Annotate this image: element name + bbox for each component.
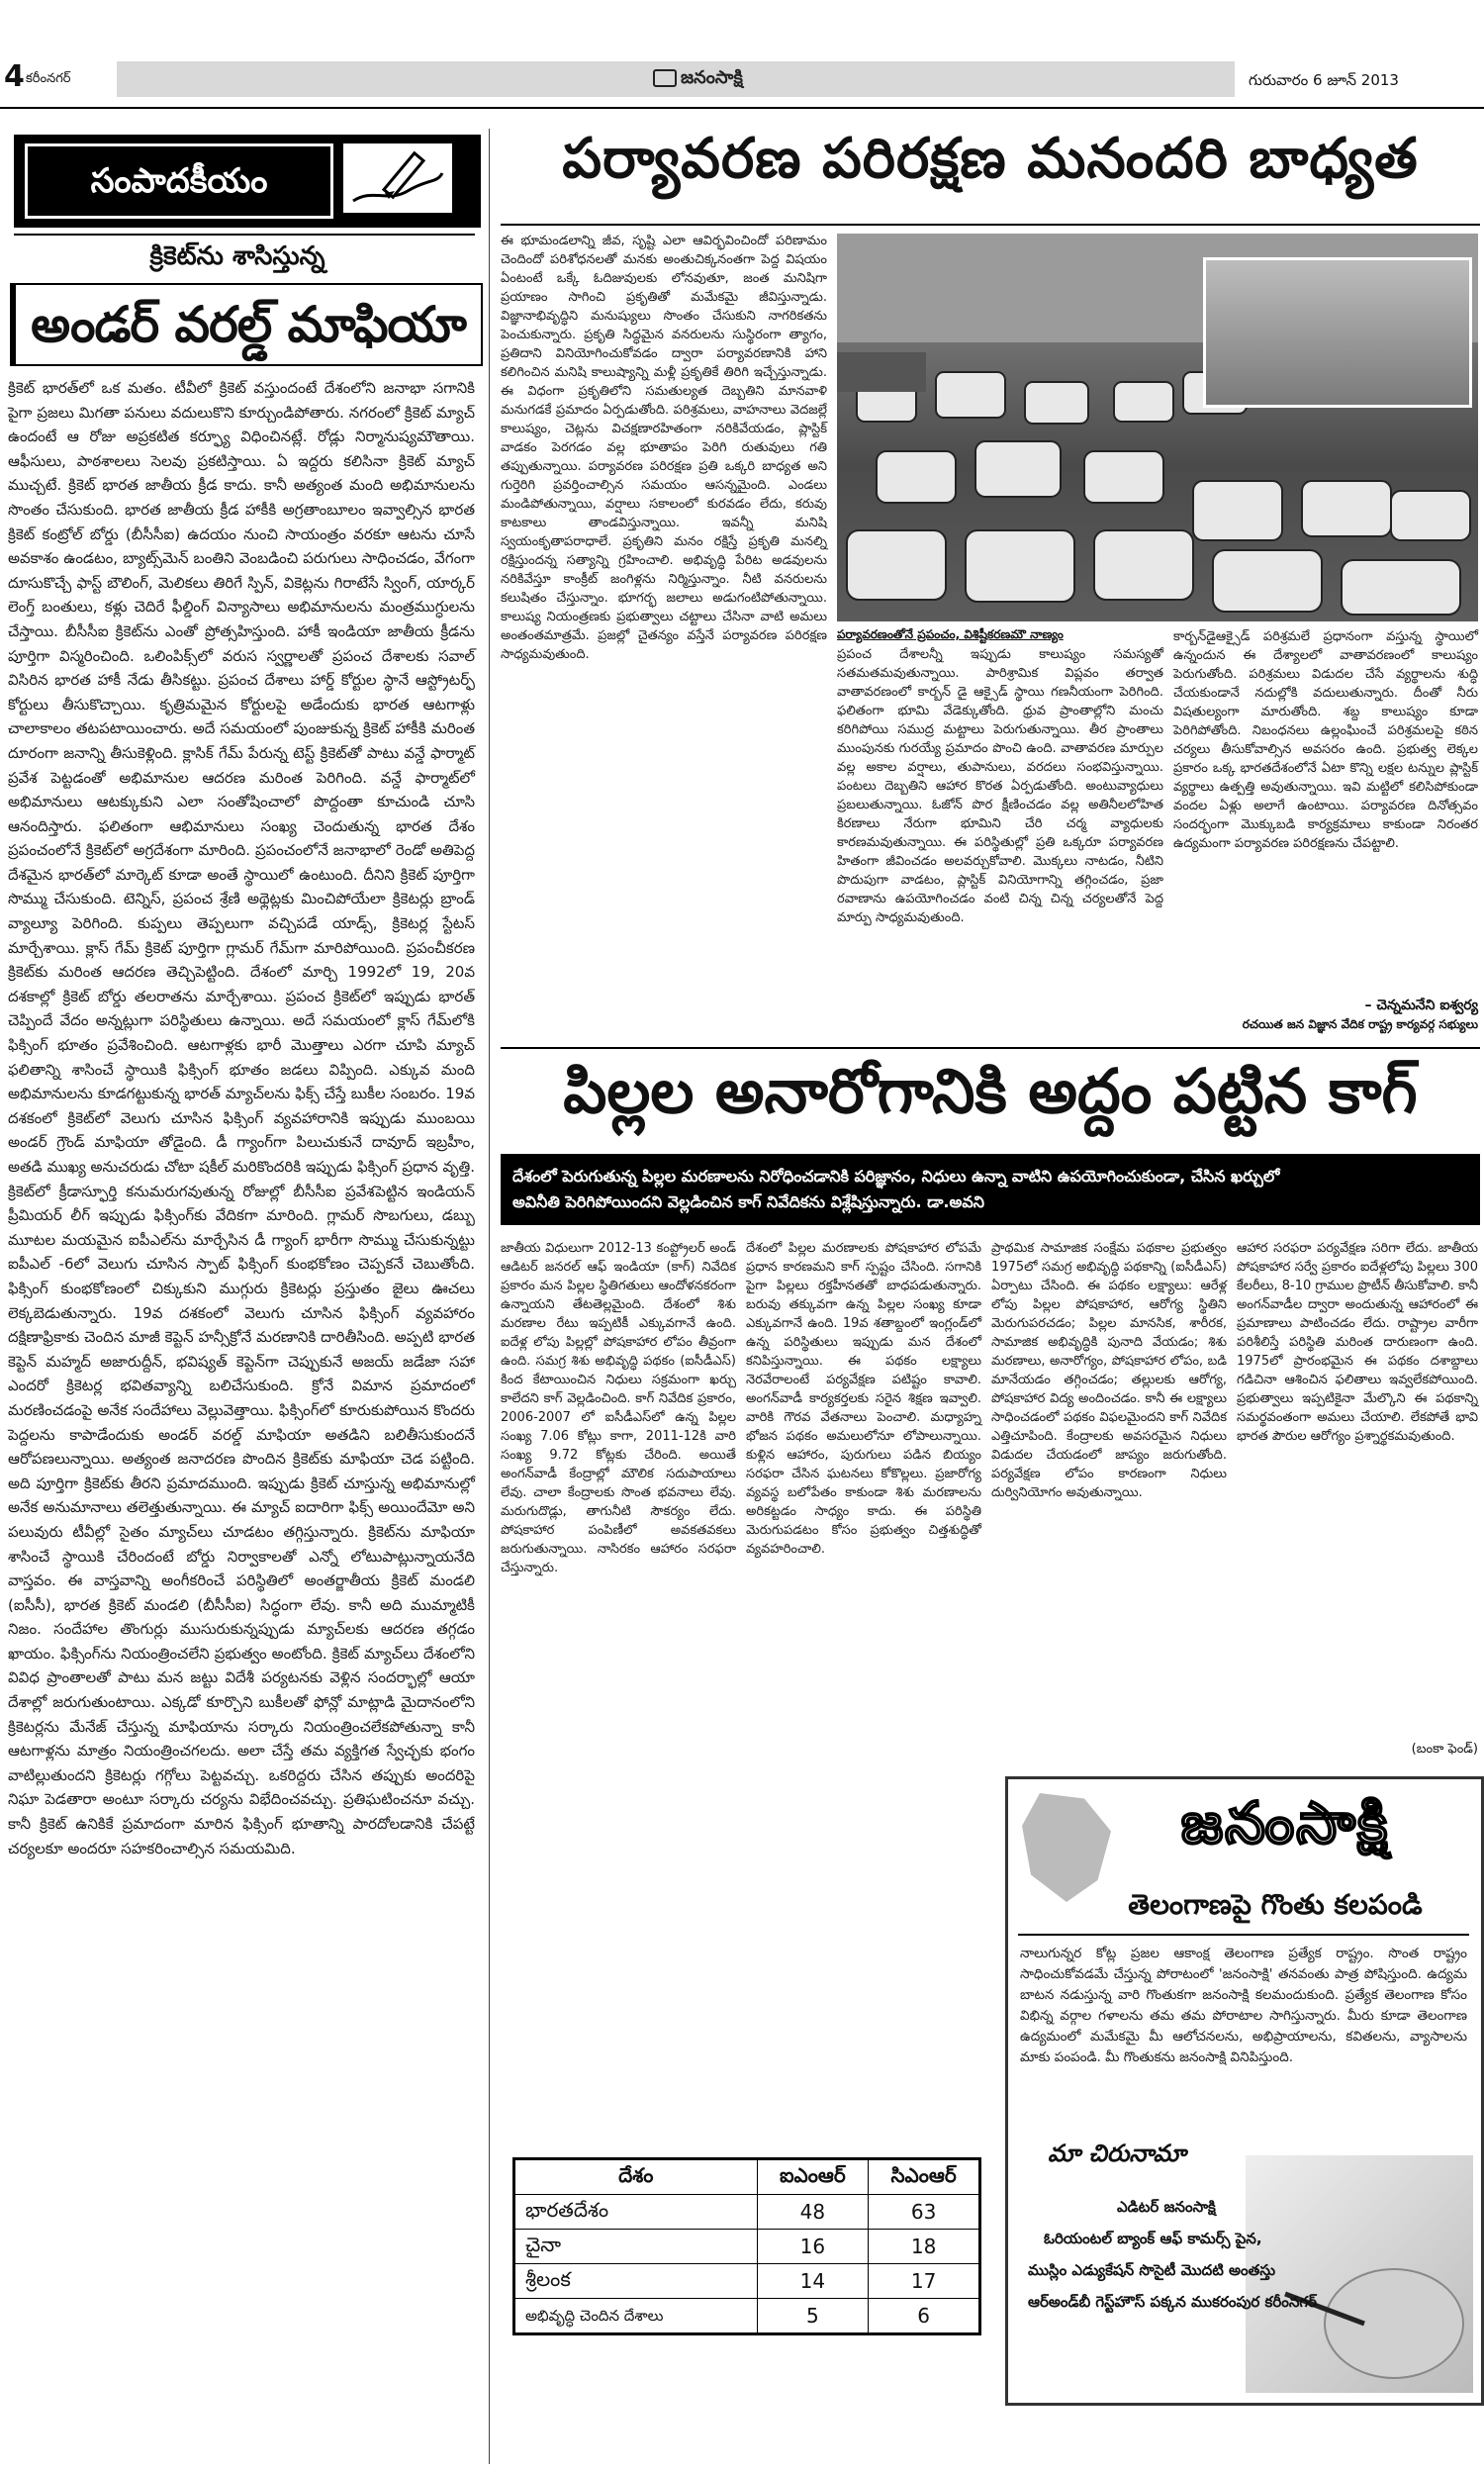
ad-brand: జనంసాక్షి [1180,1789,1390,1856]
ad-tagline: తెలంగాణపై గొంతు కలపండి [1128,1888,1423,1921]
district-name: కరీంనగర్ [26,71,71,86]
table-header-cell: దేశం [515,2160,758,2195]
editorial-kicker-rule [14,234,475,236]
article1-subhead: పర్యావరణంతోనే ప్రపంచం, విశిష్టీకరణమౌ నాణ్యం [837,627,1064,641]
table-header-row [515,2160,979,2195]
article2-author: (బంకా ఫెండ్) [1411,1742,1478,1757]
article1-col3: కార్బన్‌డైఆక్సైడ్ పరిశ్రమలే ప్రధానంగా వస్తున్న స్థాయిలో ఉన్నందున ఈ దేశ్యాలలో వాతావరణంలో కాలుష్యం పెరుగుతోంది. పరిశ్రమలు విడుదల చేసే వ్యర్థాలను శుద్ధి చేయకుండానే నదుల్లోకి వదులుతున్నారు. దీంతో నీరు విషతుల్యంగా మారుతోంది. శబ్ద కాలుష్యం కూడా పెరిగిపోతోంది. నిబంధనలు ఉల్లంఘించే పరిశ్రమలపై కఠిన చర్యలు తీసుకోవాల్సిన అవసరం ఉంది. ప్రభుత్వ లెక్కల ప్రకారం ఒక్క భారతదేశంలోనే ఏటా కొన్ని లక్షల టన్నుల ప్లాస్టిక్ వ్యర్థాలు ఉత్పత్తి అవుతున్నాయి. ఇవి మట్టిలో కలిసిపోకుండా వందల ఏళ్లు అలాగే ఉంటాయి. పర్యావరణ దినోత్సవం సందర్భంగా మొక్కుబడి కార్యక్రమాలు కాకుండా నిరంతర ఉద్యమంగా పర్యావరణ పరిరక్షణను చేపట్టాలి. [1173,629,1478,851]
table-row [515,2195,979,2230]
article1-col2: ప్రపంచ దేశాలన్నీ ఇప్పుడు కాలుష్యం సమస్యతో సతమతమవుతున్నాయి. పారిశ్రామిక విప్లవం తర్వాత వాతావరణంలో కార్బన్ డై ఆక్సైడ్ స్థాయి గణనీయంగా పెరిగింది. ఫలితంగా భూమి వేడెక్కుతోంది. ధ్రువ ప్రాంతాల్లోని మంచు కరిగిపోయి సముద్ర మట్టాలు పెరుగుతున్నాయి. తీర ప్రాంతాలు ముంపునకు గురయ్యే ప్రమాదం పొంచి ఉంది. వాతావరణ మార్పుల వల్ల అకాల వర్షాలు, తుపానులు, వరదలు సంభవిస్తున్నాయి. పంటలు దెబ్బతిని ఆహార కొరత ఏర్పడుతోంది. అంటువ్యాధులు ప్రబలుతున్నాయి. ఓజోన్ పొర క్షీణించడం వల్ల అతినీలలోహిత కిరణాలు నేరుగా భూమిని చేరి చర్మ వ్యాధులకు కారణమవుతున్నాయి. ఈ పరిస్థితుల్లో ప్రతి ఒక్కరూ పర్యావరణ హితంగా జీవించడం అలవర్చుకోవాలి. మొక్కలు నాటడం, నీటిని పొదుపుగా వాడటం, ప్లాస్టిక్ వినియోగాన్ని తగ్గించడం, ప్రజా రవాణాను ఉపయోగించడం వంటి చిన్న చిన్న చర్యలతోనే పెద్ద మార్పు సాధ్యమవుతుంది. [837,647,1163,925]
article2-deck-line2: అవినీతి పెరిగిపోయిందని వెల్లడించిన కాగ్ నివేదికను విశ్లేషిస్తున్నారు. డా.అవని [512,1192,984,1211]
traffic-photo [837,234,1478,621]
ad-body: నాలుగున్నర కోట్ల ప్రజల ఆకాంక్ష తెలంగాణ ప్రత్యేక రాష్ట్రం. సొంత రాష్ట్రం సాధించుకోవడమే చేస్తున్న పోరాటంలో 'జనంసాక్షి' తనవంతు పాత్ర పోషిస్తుంది. ఉద్యమ బాటన నడుస్తున్న వారి గొంతుకగా జనంసాక్షి కలమందుకుంది. ప్రత్యేక తెలంగాణ కోసం విభిన్న వర్గాల గళాలను తమ తమ పోరాటాల సాగిస్తున్నారు. మీరు కూడా తెలంగాణ ఉద్యమంలో మమేకమై మీ ఆలోచనలను, అభిప్రాయాలను, కవితలను, వ్యాసాలను మాకు పంపండి. మీ గొంతుకను జనంసాక్షి వినిపిస్తుంది. [1020,1946,1467,2065]
article2-col1: జాతీయ విధులుగా 2012-13 కంప్ట్రోలర్ అండ్ ఆడిటర్ జనరల్ ఆఫ్ ఇండియా (కాగ్) నివేదిక ప్రకారం మన పిల్లల స్థితిగతులు ఆందోళనకరంగా ఉన్నాయని తేటతెల్లమైంది. దేశంలో శిశు మరణాల రేటు ఇప్పటికీ ఎక్కువగానే ఉంది. ఐదేళ్ల లోపు పిల్లల్లో పోషకాహార లోపం తీవ్రంగా ఉంది. సమగ్ర శిశు అభివృద్ధి పథకం (ఐసీడీఎస్) కింద కేటాయించిన నిధులు సక్రమంగా ఖర్చు కాలేదని కాగ్ వెల్లడించింది. కాగ్ నివేదిక ప్రకారం, 2006-2007 లో ఐసీడీఎస్‌లో ఉన్న పిల్లల సంఖ్య 7.06 కోట్లు కాగా, 2011-12కి వారి సంఖ్య 9.72 కోట్లకు చేరింది. అయితే అంగన్‌వాడీ కేంద్రాల్లో మౌలిక సదుపాయాలు లేవు. చాలా కేంద్రాలకు సొంత భవనాలు లేవు. మరుగుదొడ్లు, తాగునీటి సౌకర్యం లేదు. పోషకాహార పంపిణీలో అవకతవకలు జరుగుతున్నాయి. నాసిరకం ఆహారం సరఫరా చేస్తున్నారు. [501,1241,736,1575]
table-cell-country: భారతదేశం [515,2195,758,2230]
editorial-label-box [14,135,481,228]
table-cell-country: శ్రీలంక [515,2264,758,2299]
ad-address-line: ఆర్అండ్‌బీ గెస్ట్‌హౌస్ పక్కన ముకరంపుర కరీంనగర్ [1028,2293,1318,2311]
issue-date: గురువారం 6 జూన్ 2013 [1249,71,1399,89]
table-header-cell: సిఎంఆర్ [869,2160,979,2195]
ad-address [1028,2191,1463,2318]
table-cell-country: అభివృద్ధి చెందిన దేశాలు [515,2299,758,2333]
masthead-logo-icon [653,69,677,87]
article2-col2: దేశంలో పిల్లల మరణాలకు పోషకాహార లోపమే ప్రధాన కారణమని కాగ్ స్పష్టం చేసింది. సగానికి పైగా పిల్లలు రక్తహీనతతో బాధపడుతున్నారు. బరువు తక్కువగా ఉన్న పిల్లల సంఖ్య కూడా ఎక్కువగానే ఉంది. 19వ శతాబ్దంలో ఇంగ్లండ్‌లో ఉన్న పరిస్థితులు ఇప్పుడు మన దేశంలో కనిపిస్తున్నాయి. ఈ పథకం లక్ష్యాలు నెరవేరాలంటే పర్యవేక్షణ పటిష్టం కావాలి. అంగన్‌వాడీ కార్యకర్తలకు సరైన శిక్షణ ఇవ్వాలి. వారికి గౌరవ వేతనాలు పెంచాలి. మధ్యాహ్న భోజన పథకం అమలులోనూ లోపాలున్నాయి. కుళ్లిన ఆహారం, పురుగులు పడిన బియ్యం సరఫరా చేసిన ఘటనలు కోకొల్లలు. ప్రజారోగ్య వ్యవస్థ బలోపేతం కాకుండా శిశు మరణాలను అరికట్టడం సాధ్యం కాదు. ఈ పరిస్థితి మెరుగుపడటం కోసం ప్రభుత్వం చిత్తశుద్ధితో వ్యవహరించాలి. [746,1241,981,1557]
article1-byline: – చెన్నమనేని ఐశ్వర్య [1364,998,1478,1013]
masthead-text: జనంసాక్షి [681,67,743,88]
article2-col3: ప్రాథమిక సామాజిక సంక్షేమ పథకాల ప్రభుత్వం 1975లో సమగ్ర అభివృద్ధి పథకాన్ని (ఐసీడీఎస్) ఏర్పాటు చేసింది. ఈ పథకం లక్ష్యాలు: ఆరేళ్ల లోపు పిల్లల పోషకాహార, ఆరోగ్య స్థితిని మెరుగుపరచడం; పిల్లల మానసిక, శారీరక, సామాజిక అభివృద్ధికి పునాది వేయడం; శిశు మరణాలు, అనారోగ్యం, పోషకాహార లోపం, బడి మానేయడం తగ్గించడం; తల్లులకు ఆరోగ్య, పోషకాహార విద్య అందించడం. కానీ ఈ లక్ష్యాలు సాధించడంలో పథకం విఫలమైందని కాగ్ నివేదిక ఎత్తిచూపింది. కేంద్రాలకు అవసరమైన నిధులు విడుదల చేయడంలో జాప్యం జరుగుతోంది. పర్యవేక్షణ లోపం కారణంగా నిధులు దుర్వినియోగం అవుతున్నాయి. [991,1241,1227,1500]
mortality-table [512,2157,981,2335]
ad-address-heading: మా చిరునామా [1048,2140,1186,2167]
table-cell: 18 [869,2230,979,2264]
masthead [653,67,743,92]
pen-writing-icon [343,143,452,213]
editorial-title: అండర్ వరల్డ్ మాఫియా [10,283,483,366]
article2-deck-line1: దేశంలో పెరుగుతున్న పిల్లల మరణాలను నిరోధించడానికి పరిజ్ఞానం, నిధులు ఉన్నా వాటిని ఉపయోగించుకుండా, చేసిన ఖర్చులో [512,1167,1280,1186]
table-cell-country: చైనా [515,2230,758,2264]
article2-title: పిల్లల అనారోగానికి అద్దం పట్టిన కాగ్ [563,1055,1418,1127]
ad-address-line: ఎడిటర్ జనంసాక్షి [1117,2198,1216,2216]
article1-title-rule [501,224,1480,226]
article-separator [501,1047,1480,1049]
mortality-table-grid [514,2159,979,2333]
table-cell: 63 [869,2195,979,2230]
article1-col1: ఈ భూమండలాన్ని జీవ, సృష్టి ఎలా ఆవిర్భవించిందో పరిణామం చెందిందో పరిశోధనలతో మనకు అంతుచిక్కనంతగా పెద్ద విషయం ఏంటంటే ఒక్కే ఓదిజువులకు లోనవుతూ, జంత మనిషిగా ప్రయాణం సాగించి ప్రకృతితో మమేకమై జీవిస్తున్నాడు. విజ్ఞానాభివృద్ధిని మనుష్యులు సొంతం చేసుకుని నాగరికతను పెంచుకున్నారు. ప్రకృతి సిద్ధమైన వనరులను సుస్థిరంగా త్యాగం, ప్రతిదాని వినియోగించుకోవడం ద్వారా పర్యావరణానికి హాని కలిగించిన మనిషి కాలుష్యాన్ని మళ్లీ ప్రకృతికే తిరిగి ఇచ్చేస్తున్నాడు. ఈ విధంగా ప్రకృతిలోని సమతుల్యత దెబ్బతిని మానవాళి మనుగడకే ప్రమాదం ఏర్పడుతోంది. పరిశ్రమలు, వాహనాలు వెదజల్లే కాలుష్యం, చెట్లను విచక్షణారహితంగా నరికివేయడం, ప్లాస్టిక్ వాడకం పెరగడం వల్ల భూతాపం పెరిగి రుతువులు గతి తప్పుతున్నాయి. పర్యావరణ పరిరక్షణ ప్రతి ఒక్కరి బాధ్యత అని గుర్తెరిగి ప్రవర్తించాల్సిన సమయం ఆసన్నమైంది. ఎండలు మండిపోతున్నాయి, వర్షాలు సకాలంలో కురవడం లేదు, కరువు కాటకాలు తాండవిస్తున్నాయి. ఇవన్నీ మనిషి స్వయంకృతాపరాధాలే. ప్రకృతిని మనం రక్షిస్తే ప్రకృతి మనల్ని రక్షిస్తుందన్న సత్యాన్ని గ్రహించాలి. అభివృద్ధి పేరిట అడవులను నరికివేస్తూ కాంక్రీట్ జంగిళ్లను నిర్మిస్తున్నాం. నీటి వనరులను కలుషితం చేస్తున్నాం. భూగర్భ జలాలు అడుగంటిపోతున్నాయి. కాలుష్య నియంత్రణకు ప్రభుత్వాలు చట్టాలు చేసినా వాటి అమలు అంతంతమాత్రమే. ప్రజల్లో చైతన్యం వస్తేనే పర్యావరణ పరిరక్షణ సాధ్యమవుతుంది. [501,234,827,662]
table-cell: 5 [757,2299,869,2333]
table-header-cell: ఐఎంఆర్ [757,2160,869,2195]
article2-deck [501,1154,1480,1225]
article2-col4: ఆహార సరఫరా పర్యవేక్షణ సరిగా లేదు. జాతీయ పోషకాహార సర్వే ప్రకారం ఐదేళ్లలోపు పిల్లలు 300 కేలరీలు, 8-10 గ్రాముల ప్రొటీన్ తీసుకోవాలి. కానీ అంగన్‌వాడీల ద్వారా అందుతున్న ఆహారంలో ఈ ప్రమాణాలు పాటించడం లేదు. రాష్ట్రాల వారీగా పరిశీలిస్తే పరిస్థితి మరింత దారుణంగా ఉంది. 1975లో ప్రారంభమైన ఈ పథకం దశాబ్దాలు గడిచినా ఆశించిన ఫలితాలు ఇవ్వలేకపోయింది. ప్రభుత్వాలు ఇప్పటికైనా మేల్కొని ఈ పథకాన్ని సమర్థవంతంగా అమలు చేయాలి. లేకపోతే భావి భారత పౌరుల ఆరోగ్యం ప్రశ్నార్థకమవుతుంది. [1237,1241,1478,1444]
page-number: 4 [4,59,25,94]
table-row [515,2299,979,2333]
article1-byline-note: రచయిత జన విజ్ఞాన వేదిక రాష్ట్ర కార్యవర్గ సభ్యులు [1242,1017,1478,1031]
editorial-label: సంపాదకీయం [25,143,333,219]
table-cell: 16 [757,2230,869,2264]
table-row [515,2230,979,2264]
editorial-kicker: క్రికెట్‌ను శాసిస్తున్న [149,241,325,271]
janamsakshi-ad [1005,1776,1484,2406]
editorial-body: క్రికెట్ భారత్‌లో ఒక మతం. టీవీలో క్రికెట్ వస్తుందంటే దేశంలోని జనాభా సగానికి పైగా ప్రజలు మిగతా పనులు వదులుకొని కూర్చుండిపోతారు. నగరంలో క్రికెట్ మ్యాచ్ ఉందంటే ఆ రోజు అప్రకటిత కర్ఫ్యూ విధించినట్లే. రోడ్లు నిర్మానుష్యమౌతాయి. ఆఫీసులు, పాఠశాలలు సెలవు ప్రకటిస్తాయి. ఏ ఇద్దరు కలిసినా క్రికెట్ మ్యాచ్ ముచ్చటే. క్రికెట్ భారత జాతీయ క్రీడ కాదు. కానీ అత్యంత మంది అభిమానులను సొంతం చేసుకుంది. భారత జాతీయ క్రీడ హాకీకి అగ్రతాంబూలం ఇవ్వాల్సిన భారత క్రికెట్ కంట్రోల్ బోర్డు (బీసీసీఐ) ఉదయం నుంచి సాయంత్రం వరకూ ఆటను చూసే అవకాశం ఉండటం, బ్యాట్స్‌మెన్ బంతిని వెంబడించి పరుగులు సాధించడం, వేగంగా దూసుకొచ్చే ఫాస్ట్ బౌలింగ్, మెలికలు తిరిగే స్పిన్, వికెట్లను గిరాటేసే స్వింగ్, యార్కర్ లెంగ్త్ బంతులు, కళ్లు చెదిరే ఫీల్డింగ్ విన్యాసాలు అభిమానులను మంత్రముగ్ధులను చేస్తాయి. బీసీసీఐ క్రికెట్‌ను ఎంతో ప్రోత్సహిస్తుంది. హాకీ ఇండియా జాతీయ క్రీడను పూర్తిగా విస్మరించింది. ఒలింపిక్స్‌లో వరుస స్వర్ణాలతో ప్రపంచ దేశాలకు సవాల్ విసిరిన భారత హాకీ నేడు తీసికట్టు. ప్రపంచ దేశాలు హార్డ్ కోర్టుల స్థానే ఆస్ట్రోటర్ఫ్ కోర్టులు తీసుకొచ్చాయి. కృత్రిమమైన కోర్టులపై అడేందుకు భారత ఆటగాళ్లు చాలాకాలం తటపటాయించారు. అదే సమయంలో పుంజుకున్న క్రికెట్ హాకీకి మరింత దూరంగా జనాన్ని తీసుకెళ్లింది. క్లాసిక్ గేమ్ పేరున్న టెస్ట్ క్రికెట్‌తో పాటు వన్డే ఫార్మాట్ ప్రవేశ పెట్టడంతో అభిమానుల ఆదరణ మరింత పెరిగింది. వన్డే ఫార్మాట్‌లో అభిమానులు ఆటక్కుకుని ఎలా సంతోషించాలో పొద్దంతా కూచుండి చూసి ఆనందిస్తారు. ఫలితంగా ఆభిమానులు సంఖ్య చెందుతున్న భారత దేశం ప్రపంచంలోనే క్రికెట్‌లో అగ్రదేశంగా మారింది. ప్రపంచంలోనే జనాభాలో రెండో అతిపెద్ద దేశమైన భారత్‌లో మార్కెట్ కూడా అంతే స్థాయిలో ఉంటుంది. దీనిని క్రికెట్ పూర్తిగా సొమ్ము చేసుకుంది. టెన్నిస్, ప్రపంచ శ్రేణి అథ్లెట్లకు మించిపోయేలా క్రికెటర్లు బ్రాండ్ వ్యాల్యూ పెరిగింది. కుప్పలు తెప్పలుగా వచ్చిపడే యాడ్స్, క్రికెటర్ల స్టేటస్ మార్చేశాయి. క్లాస్ గేమ్ క్రికెట్ పూర్తిగా గ్లామర్ గేమ్‌గా మారిపోయింది. ప్రపంచీకరణ క్రికెట్‌కు మరింత ఆదరణ తెచ్చిపెట్టింది. దేశంలో మార్చి 1992లో 19, 20వ దశకాల్లో క్రికెట్ బోర్డు తలరాతను మార్చేశాయి. ప్రపంచ క్రికెట్‌లో ఇప్పుడు భారత్ చెప్పిందే వేదం అన్నట్లుగా పరిస్థితులు ఉన్నాయి. అదే సమయంలో క్లాస్ గేమ్‌లోకి ఫిక్సింగ్ భూతం ప్రవేశించింది. ఆటగాళ్లకు భారీ మొత్తాలు ఎరగా చూపి మ్యాచ్‌ ఫలితాన్ని శాసించే స్థాయికి ఫిక్సింగ్ భూతం జడలు విప్పింది. ఎక్కువ మంది అభిమానులను కూడగట్టుకున్న భారత్ మ్యాచ్‌లను ఫిక్స్ చేస్తే బుకీల సంబరం. 19వ దశకంలో క్రికెట్‌లో వెలుగు చూసిన ఫిక్సింగ్ వ్యవహారానికి ఇప్పుడు ముంబయి అండర్ గ్రౌండ్ మాఫియా తోడైంది. డీ గ్యాంగ్‌గా పిలుచుకునే దావూద్ ఇబ్రహీం, అతడి ముఖ్య అనుచరుడు చోటా షకీల్ మరికొందరికి ఇప్పుడు ఫిక్సింగ్ ప్రధాన వృత్తి. క్రికెట్‌లో క్రీడాస్ఫూర్తి కనుమరుగవుతున్న రోజుల్లో బీసీసీఐ ప్రవేశపెట్టిన ఇండియన్ ప్రీమియర్ లీగ్ ఇప్పుడు ఫిక్సింగ్‌కు వేదికగా మారింది. గ్లామర్ సొబగులు, డబ్బు మూటల మయమైన ఐపీఎల్‌ను మార్చేసిన డీ గ్యాంగ్ భారీగా సొమ్ము చేసుకున్నట్టు ఐపీఎల్ -6లో వెలుగు చూసిన స్పాట్ ఫిక్సింగ్ కుంభకోణం చెప్పకనే చెబుతోంది. ఫిక్సింగ్ కుంభకోణంలో చిక్కుకుని ముగ్గురు క్రికెటర్లు ప్రస్తుతం జైలు ఊచలు లెక్కబెడుతున్నారు. 19వ దశకంలో వెలుగు చూసిన ఫిక్సింగ్ వ్యవహారం దక్షిణాఫ్రికాకు చెందిన మాజీ కెప్టెన్ హన్సీక్రోనే మరణానికి దారితీసింది. అప్పటి భారత కెప్టెన్ మహ్మద్ అజారుద్దీన్, భవిష్యత్ కెప్టెన్‌గా చెప్పుకునే అజయ్ జడేజా సహా ఎందరో క్రికెటర్ల భవితవ్యాన్ని బలిచేసుకుంది. క్రోనే విమాన ప్రమాదంలో మరణించడంపై అనేక సందేహాలు వెల్లువెత్తాయి. ఫిక్సింగ్‌లో కూరుకుపోయిన కొందరు పెద్దలను కాపాడేందుకు అండర్ వరల్డ్ మాఫియా అతడిని బలితీసుకుందనే ఆరోపణలున్నాయి. అత్యంత జనాదరణ పొందిన క్రికెట్‌కు మాఫియా చెడ పట్టింది. అది పూర్తిగా క్రికెట్‌కు తీరని ప్రమాదముంది. ఇప్పుడు క్రికెట్ చూస్తున్న అభిమానుల్లో అనేక అనుమానాలు తలెత్తుతున్నాయి. ఈ మ్యాచ్ ఐదారిగా ఫిక్స్ అయిందేమో అని పలువురు టీవీల్లో సైతం మ్యాచ్‌లు చూడటం తగ్గిస్తున్నారు. క్రికెట్‌ను మాఫియా శాసించే స్థాయికి చేరిందంటే బోర్డు నిర్వాకాలతో ఎన్నో లోటుపాట్లున్నాయనేది వాస్తవం. ఈ వాస్తవాన్ని అంగీకరించే పరిస్థితిలో అంతర్జాతీయ క్రికెట్ మండలి (ఐసీసీ), భారత క్రికెట్ మండలి (బీసీసీఐ) సిద్ధంగా లేవు. కానీ అది ముమ్మాటికీ నిజం. సందేహాల తొంగుర్లు ముసురుకున్నప్పుడు మ్యాచ్‌లకు ఆదరణ తగ్గడం ఖాయం. ఫిక్సింగ్‌ను నియంత్రించలేని ప్రభుత్వం అంటోంది. క్రికెట్ మ్యాచ్‌లు దేశంలోని వివిధ ప్రాంతాలతో పాటు మన జట్టు విదేశీ పర్యటనకు వెళ్లిన సందర్భాల్లో ఆయా దేశాల్లో జరుగుతుంటాయి. ఎక్కడో కూర్చొని బుకీలతో ఫోన్లో మాట్లాడి మైదానంలోని క్రికెటర్లను మేనేజ్ చేస్తున్న మాఫియాను సర్కారు నియంత్రించలేకపోతున్నా కానీ ఆటగాళ్లను మాత్రం నియంత్రించగలదు. అలా చేస్తే తమ వ్యక్తిగత స్వేచ్ఛకు భంగం వాటిల్లుతుందని క్రికెటర్లు గగ్గోలు పెట్టవచ్చు. ఒకరిద్దరు చేసిన తప్పుకు అందరిపై నిఘా పెడతారా అంటూ సర్కారు చర్యను విభేదించవచ్చు. ప్రతిఘటించనూ వచ్చు. కానీ క్రికెట్ ఉనికికే ప్రమాదంగా మారిన ఫిక్సింగ్ భూతాన్ని పారదోలడానికి చేపట్టే చర్యలకూ అందరూ సహకరించాల్సిన సమయమిది. [8,379,475,1857]
header-rule [0,107,1484,109]
table-cell: 48 [757,2195,869,2230]
smog-inset-photo [1203,257,1472,408]
table-row [515,2264,979,2299]
table-cell: 6 [869,2299,979,2333]
column-divider [489,129,490,2464]
table-cell: 14 [757,2264,869,2299]
ad-address-line: ఓరియంటల్ బ్యాంక్ ఆఫ్ కామర్స్ పైన, [1044,2230,1262,2247]
ad-rule [1018,1934,1469,1936]
article1-title: పర్యావరణ పరిరక్షణ మనందరి బాధ్యత [562,127,1419,191]
ad-address-line: ముస్లిం ఎడ్యుకేషన్ సొసైటీ మొదటి అంతస్తు [1028,2261,1276,2279]
table-cell: 17 [869,2264,979,2299]
